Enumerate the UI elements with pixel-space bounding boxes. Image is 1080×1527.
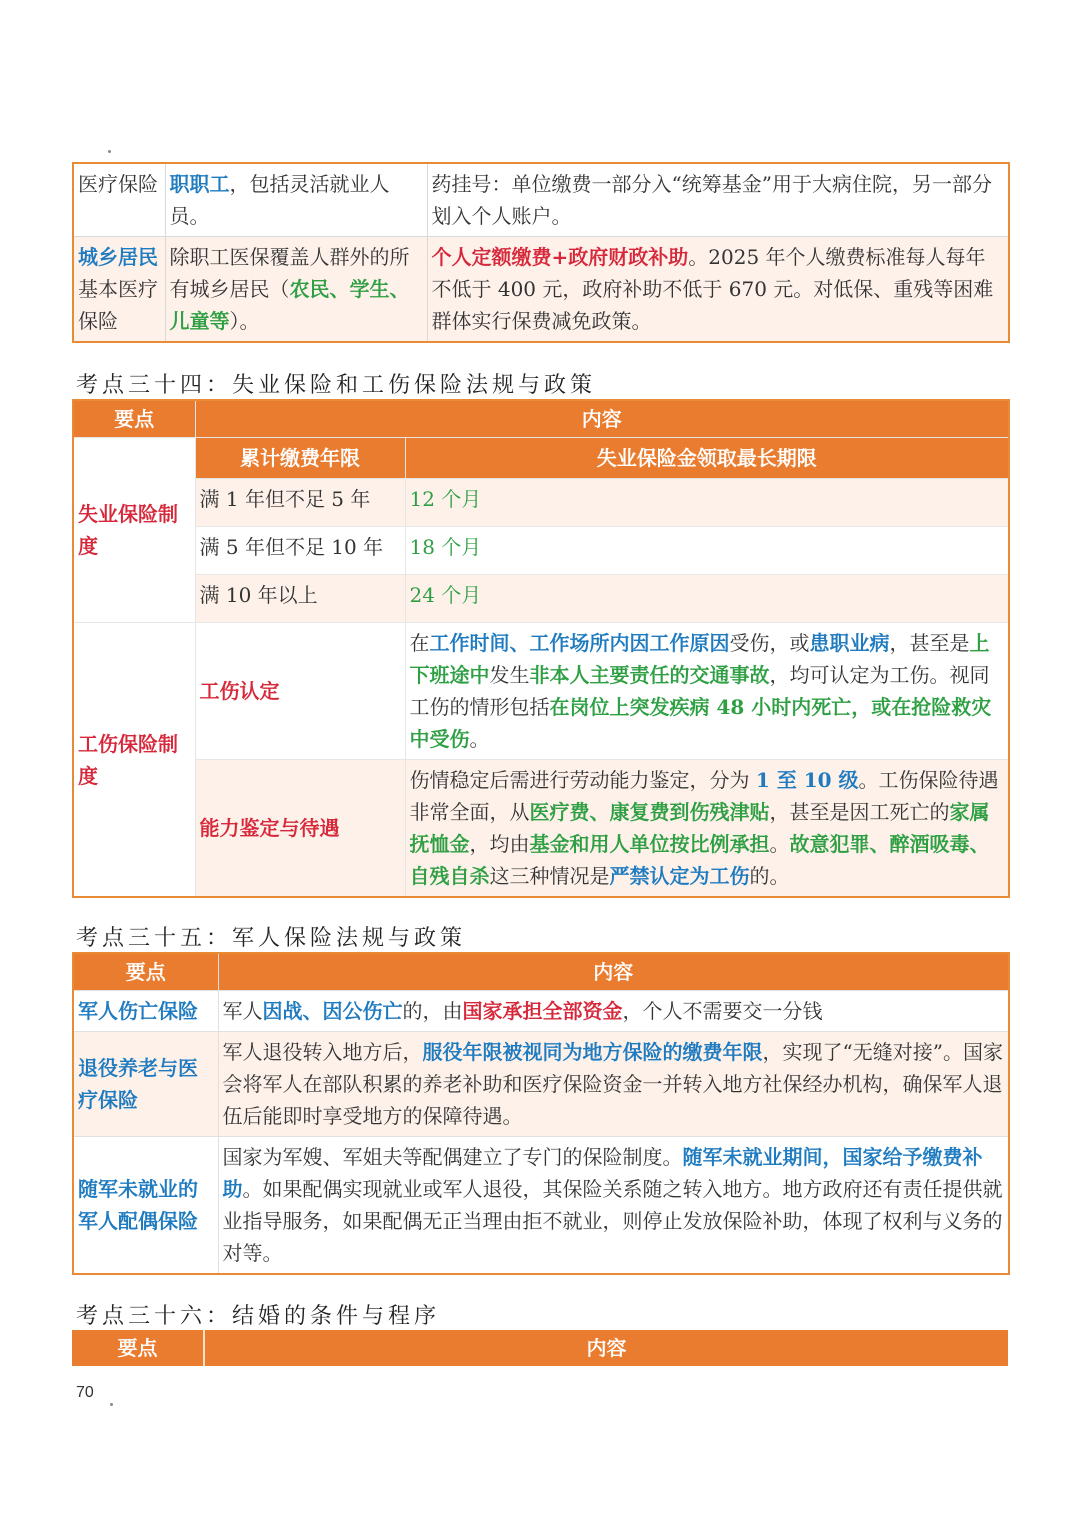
table-row bbox=[73, 991, 1009, 1032]
table-header bbox=[73, 400, 1009, 438]
header-content: 内容 bbox=[204, 1330, 1008, 1366]
medical-insurance-table bbox=[72, 162, 1010, 343]
table-header bbox=[72, 1330, 1008, 1366]
content-cell: 军人退役转入地方后，服役年限被视同为地方保险的缴费年限，实现了“无缝对接”。国家会将军人在部队积累的养老补助和医疗保险资金一并转入地方社保经办机构，确保军人退伍后能即时享受地方的保障待遇。 bbox=[218, 1032, 1009, 1137]
table-row bbox=[73, 1137, 1009, 1275]
unemployment-label: 失业保险制度 bbox=[73, 438, 195, 623]
table-row bbox=[73, 163, 1009, 237]
table-header bbox=[73, 953, 1009, 991]
content-cell: 军人因战、因公伤亡的，由国家承担全部资金，个人不需要交一分钱 bbox=[218, 991, 1009, 1032]
header-content: 内容 bbox=[218, 953, 1009, 991]
header-key: 要点 bbox=[72, 1330, 204, 1366]
page-number: 70 bbox=[76, 1384, 94, 1401]
ability-assessment-content: 伤情稳定后需进行劳动能力鉴定，分为 1 至 10 级。工伤保险待遇非常全面，从医疗费、康复费到伤残津贴，甚至是因工死亡的家属抚恤金，均由基金和用人单位按比例承担。故意犯罪、醉酒吸毒、自残自杀这三种情况是严禁认定为工伤的。 bbox=[405, 760, 1009, 898]
table-row bbox=[73, 237, 1009, 343]
table-row bbox=[73, 527, 1009, 575]
content-cell: 药挂号：单位缴费一部分入“统筹基金”用于大病住院，另一部分划入个人账户。 bbox=[427, 163, 1009, 237]
military-insurance-table bbox=[72, 952, 1010, 1275]
table-row bbox=[73, 1032, 1009, 1137]
row-label: 退役养老与医疗保险 bbox=[73, 1032, 218, 1137]
row-label: 军人伤亡保险 bbox=[73, 991, 218, 1032]
marriage-table bbox=[72, 1330, 1008, 1366]
years-cell: 满 10 年以上 bbox=[195, 575, 405, 623]
years-cell: 满 1 年但不足 5 年 bbox=[195, 479, 405, 527]
scan-dot bbox=[108, 150, 111, 153]
row-label: 随军未就业的军人配偶保险 bbox=[73, 1137, 218, 1275]
scan-dot bbox=[110, 1403, 113, 1406]
max-cell: 18 个月 bbox=[405, 527, 1009, 575]
unemployment-injury-table bbox=[72, 399, 1010, 898]
sub-header-max: 失业保险金领取最长期限 bbox=[405, 438, 1009, 479]
injury-label: 工伤保险制度 bbox=[73, 623, 195, 898]
table-row bbox=[73, 623, 1009, 760]
injury-recognition-title: 工伤认定 bbox=[195, 623, 405, 760]
table-row bbox=[73, 479, 1009, 527]
header-key: 要点 bbox=[73, 953, 218, 991]
table-row bbox=[73, 760, 1009, 898]
content-cell: 个人定额缴费+政府财政补助。2025 年个人缴费标准每人每年不低于 400 元，政府补助不低于 670 元。对低保、重残等困难群体实行保费减免政策。 bbox=[427, 237, 1009, 343]
header-key: 要点 bbox=[73, 400, 195, 438]
row-label: 医疗保险 bbox=[73, 163, 165, 237]
content-cell: 国家为军嫂、军姐夫等配偶建立了专门的保险制度。随军未就业期间，国家给予缴费补助。如果配偶实现就业或军人退役，其保险关系随之转入地方。地方政府还有责任提供就业指导服务，如果配偶无正当理由拒不就业，则停止发放保险补助，体现了权利与义务的对等。 bbox=[218, 1137, 1009, 1275]
coverage-cell: 除职工医保覆盖人群外的所有城乡居民（农民、学生、儿童等）。 bbox=[165, 237, 427, 343]
max-cell: 24 个月 bbox=[405, 575, 1009, 623]
max-cell: 12 个月 bbox=[405, 479, 1009, 527]
header-content: 内容 bbox=[195, 400, 1009, 438]
section-title-35: 考点三十五：军人保险法规与政策 bbox=[76, 926, 467, 951]
row-label: 城乡居民基本医疗保险 bbox=[73, 237, 165, 343]
sub-header-years: 累计缴费年限 bbox=[195, 438, 405, 479]
table-row bbox=[73, 575, 1009, 623]
years-cell: 满 5 年但不足 10 年 bbox=[195, 527, 405, 575]
sub-header bbox=[73, 438, 1009, 479]
ability-assessment-title: 能力鉴定与待遇 bbox=[195, 760, 405, 898]
injury-recognition-content: 在工作时间、工作场所内因工作原因受伤，或患职业病，甚至是上下班途中发生非本人主要责任的交通事故，均可认定为工伤。视同工伤的情形包括在岗位上突发疾病 48 小时内死亡，或在抢险救灾中受伤。 bbox=[405, 623, 1009, 760]
section-title-34: 考点三十四：失业保险和工伤保险法规与政策 bbox=[76, 373, 597, 398]
coverage-cell: 职职工，包括灵活就业人员。 bbox=[165, 163, 427, 237]
section-title-36: 考点三十六：结婚的条件与程序 bbox=[76, 1304, 441, 1329]
